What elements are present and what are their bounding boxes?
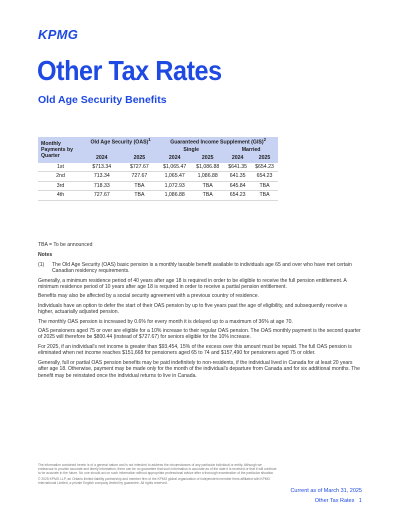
table-cell: TBA [191, 191, 224, 201]
notes-heading: Notes [38, 252, 53, 259]
tba-legend: TBA = To be announced [38, 242, 93, 248]
page-subtitle: Old Age Security Benefits [38, 94, 167, 106]
table-cell: 1,065.47 [158, 172, 191, 182]
table-cell: TBA [251, 181, 278, 191]
table-cell: TBA [121, 191, 159, 201]
table-cell: 718.33 [83, 181, 121, 191]
note-paragraph: The monthly OAS pension is increased by 0.6% for every month it is delayed up to a maximum of 36% at age 70. [38, 318, 293, 325]
disclaimer-text: The information contained herein is of a general nature and is not intended to address the circumstances of any particular individual or entity. Although we endeavour to provide accurate and timely information, there can be no guarantee that such information is accurate as of the date it is received or that it will continue to be accurate in the future. No one should act on such information without appropriate professional advice after a thorough examination of the particular situation. [38, 463, 277, 476]
footer-disclaimer [38, 463, 278, 485]
header-oas-blank [83, 146, 158, 155]
quarter-label: 3rd [38, 181, 83, 191]
table-cell: $654.23 [251, 163, 278, 172]
note-paragraph: OAS pensioners aged 75 or over are eligible for a 10% increase to their regular OAS pension. The OAS monthly payment is the second quarter of 2025 will therefore be $800.44 (instead of $727.67) for seniors eligible for the 10% increase. [38, 328, 361, 341]
table-cell: $641.35 [224, 163, 251, 172]
table-cell: 641.35 [224, 172, 251, 182]
header-married: Married [241, 146, 261, 153]
table-cell: TBA [251, 191, 278, 201]
header-year: 2025 [133, 155, 146, 162]
table-cell: 645.84 [224, 181, 251, 191]
header-year: 2024 [231, 155, 244, 162]
header-year: 2025 [201, 155, 214, 162]
as-of-date: Current as of March 31, 2025 [290, 488, 362, 494]
header-gis-label: Guaranteed Income Supplement (GIS) [170, 139, 264, 146]
quarter-label: 4th [38, 191, 83, 201]
table-cell: 1,086.88 [158, 191, 191, 201]
page-title: Other Tax Rates [37, 55, 222, 86]
table-cell: 1,086.88 [191, 172, 224, 182]
table-header-row-1 [38, 137, 278, 146]
quarter-label: 1st [38, 163, 83, 172]
table-cell: $713.34 [83, 163, 121, 172]
note-paragraph: Benefits may also be affected by a social security agreement with a previous country of residence. [38, 293, 260, 300]
table-cell: $1,065.47 [158, 163, 191, 172]
table-cell: TBA [121, 181, 159, 191]
header-oas-footnote: 1 [148, 137, 151, 142]
note-paragraph: Generally, a minimum residence period of 40 years after age 18 is required in order to be eligible to receive the full pension entitlement. A minimum residence period of 10 years after age 18 is required in order to receive a partial pension entitlement. [38, 277, 347, 291]
table-cell: 654.23 [224, 191, 251, 201]
table-cell: 713.34 [83, 172, 121, 182]
header-monthly-payments: Monthly Payments by Quarter [41, 140, 74, 159]
page-label: Other Tax Rates 1 [314, 498, 362, 504]
table-cell: 727.67 [121, 172, 159, 182]
header-gis [158, 137, 278, 146]
note-paragraph: For 2025, if an individual's net income is greater than $93,454, 15% of the excess over this amount must be repaid. The full OAS pension is eliminated when net income reaches $151,668 for pensioners aged 65 to 74 and $157,490 for pensioners aged 75 or older. [38, 343, 352, 357]
header-single: Single [183, 146, 199, 153]
table-cell: 727.67 [83, 191, 121, 201]
header-gis-footnote: 2 [263, 137, 266, 142]
note-paragraph: Generally, full or partial OAS pension benefits may be paid indefinitely to non-residents, if the individual lived in Canada for at least 20 years after age 18. Otherwise, payment may be made only for the month of the individual's departure from Canada and for six additional months. The benefit may be reinstated once the individual returns to live in Canada. [38, 359, 360, 379]
header-year: 2024 [168, 155, 181, 162]
kpmg-logo: KPMG [38, 27, 79, 42]
table-cell: $727.67 [121, 163, 159, 172]
header-oas [83, 137, 158, 146]
table-cell: TBA [191, 181, 224, 191]
note-text: The Old Age Security (OAS) basic pension is a monthly taxable benefit available to individuals age 65 and over who have met certain Canadian residency requirements. [52, 261, 352, 275]
table-row [38, 172, 278, 182]
header-oas-label: Old Age Security (OAS) [90, 139, 149, 146]
notes-section [38, 242, 363, 382]
note-number: (1) [38, 261, 45, 268]
table-cell: 1,072.93 [158, 181, 191, 191]
quarter-label: 2nd [38, 172, 83, 182]
header-year: 2024 [96, 155, 108, 162]
header-year: 2025 [258, 155, 271, 162]
note-paragraph: Individuals have an option to defer the start of their OAS pension by up to five years past the age of eligibility, and subsequently receive a higher, actuarially adjusted pension. [38, 302, 347, 316]
table-cell: $1,086.88 [191, 163, 224, 172]
table-cell: 654.23 [251, 172, 278, 182]
oas-benefits-table [38, 137, 278, 201]
table-row [38, 191, 278, 201]
copyright-text: © 2025 KPMG LLP, an Ontario limited liability partnership and member firm of the KPMG global organization of independent member firms affiliated with KPMG International Limited, a private English company limited by guarantee. All rights reserved. [38, 476, 271, 485]
table-row [38, 163, 278, 172]
note-1 [38, 262, 363, 275]
table-row [38, 181, 278, 191]
